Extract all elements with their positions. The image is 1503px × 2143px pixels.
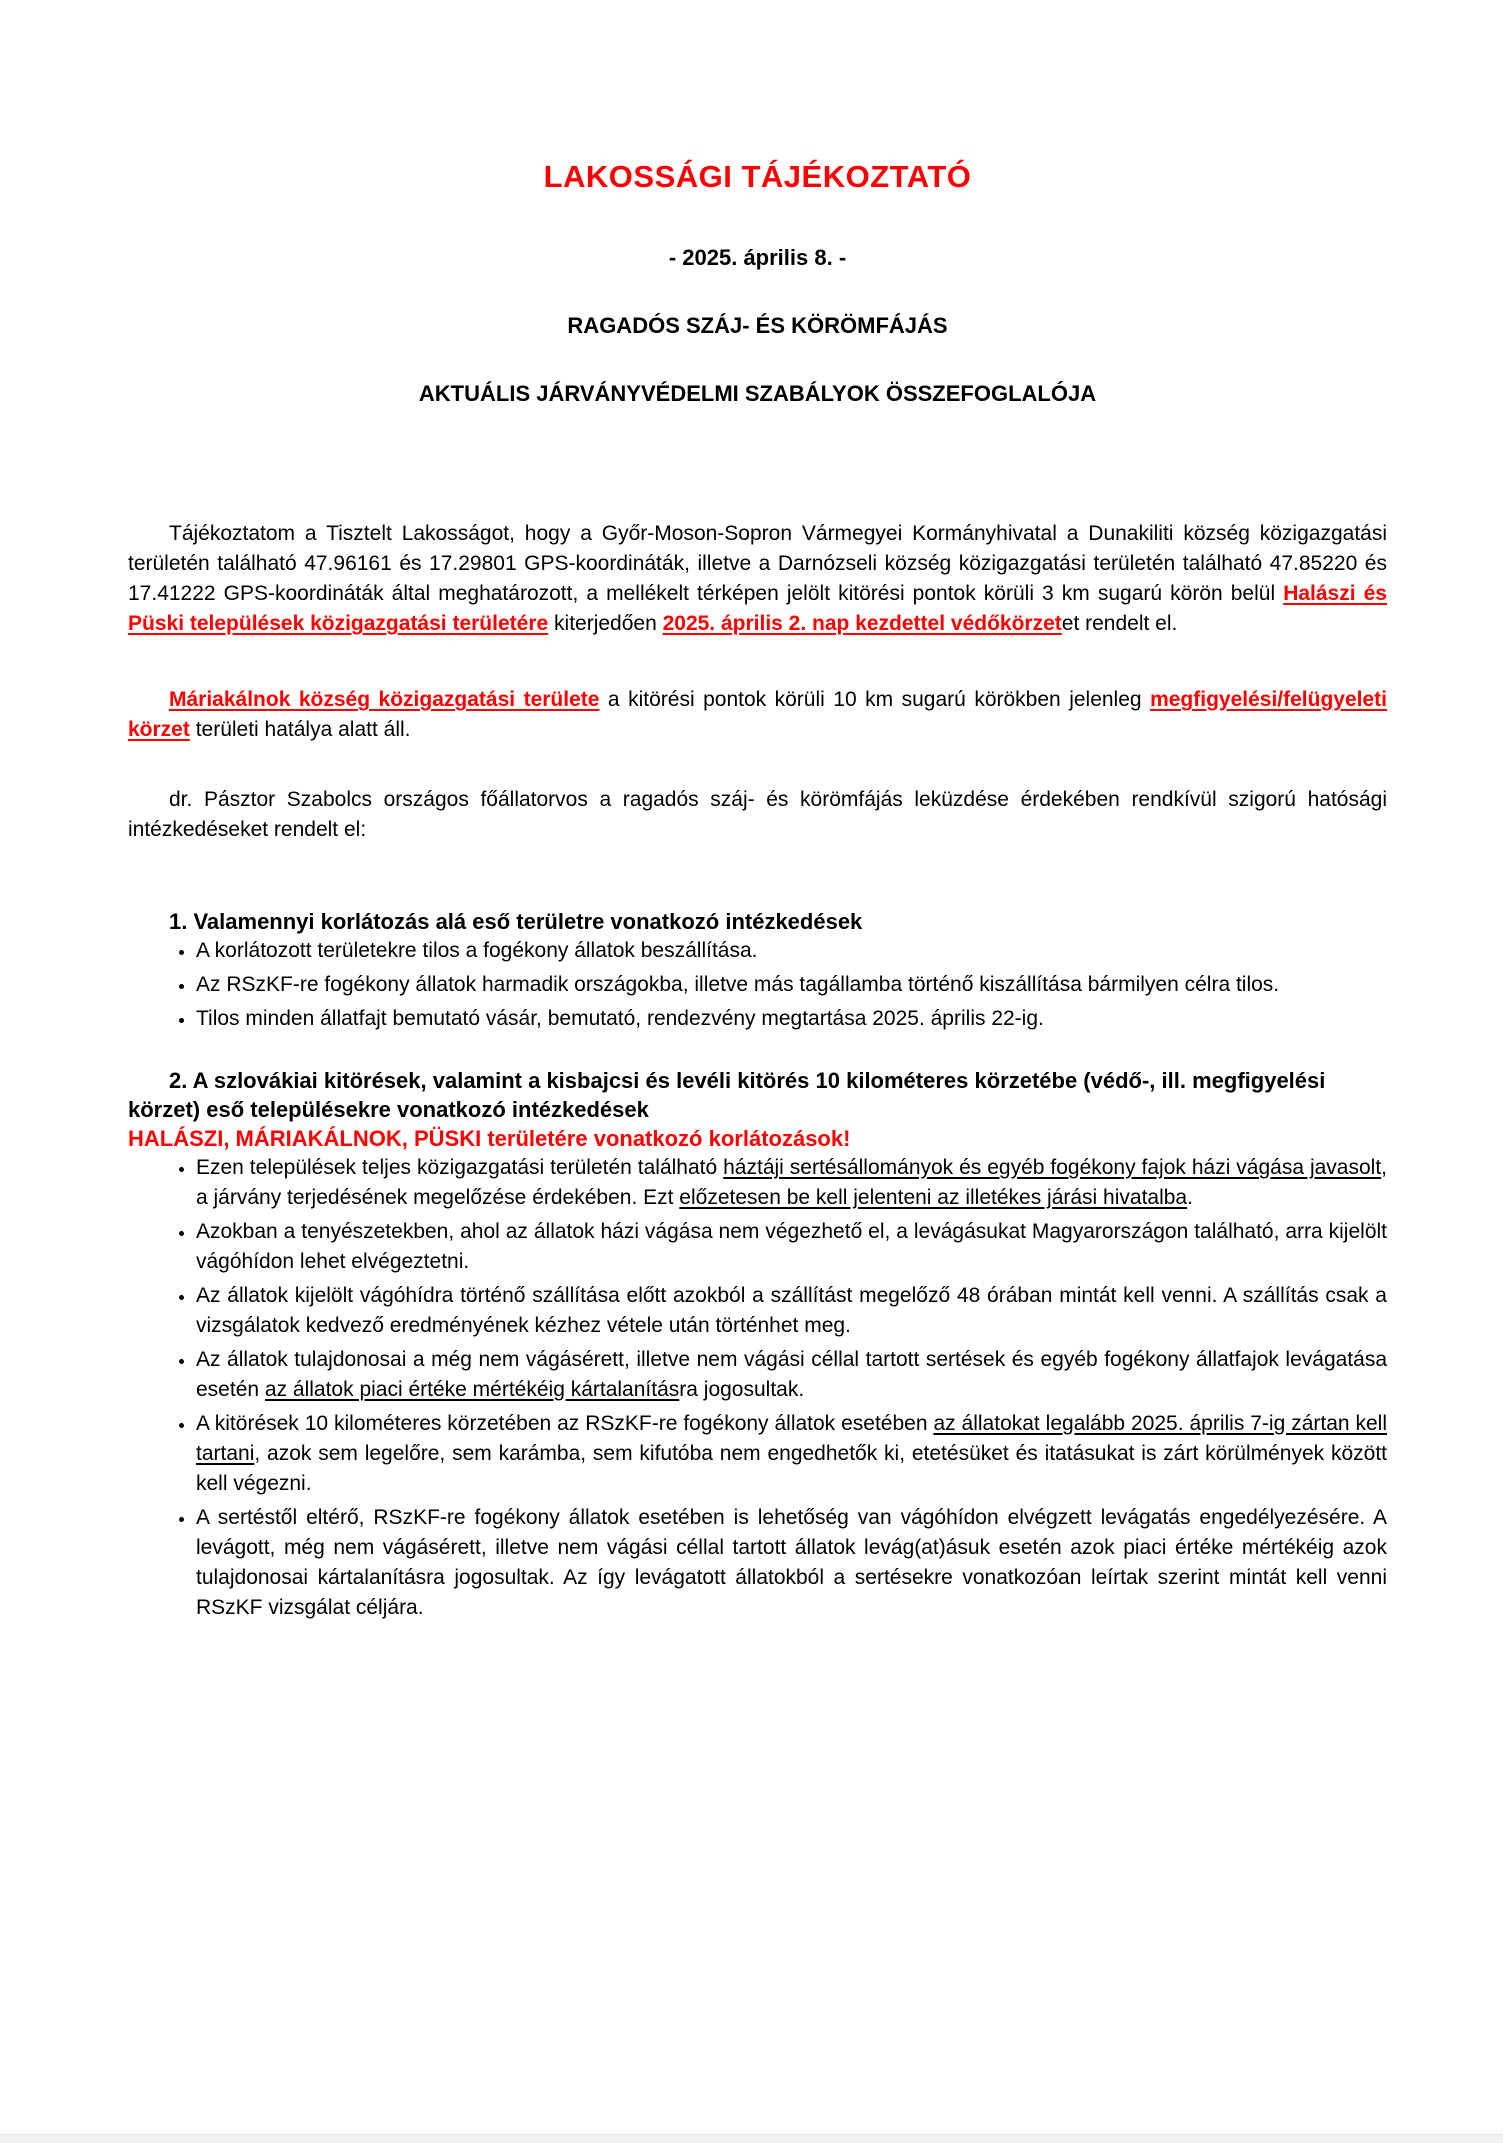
text-run-underline: az állatokat legalább 2025. április 7-ig zártan kell tartani	[196, 1412, 1387, 1465]
document-date-line: - 2025. április 8. -	[668, 245, 847, 270]
text-run-plain: Tilos minden állatfajt bemutató vásár, bemutató, rendezvény megtartása 2025. április 22-ig.	[196, 1007, 1044, 1030]
text-run-plain: Az állatok tulajdonosai a még nem vágásérett, illetve nem vágási céllal tartott sertések és egyéb fogékony állatfajok levágatása esetén	[196, 1348, 1387, 1401]
bullet-item	[196, 970, 1387, 1000]
text-run-plain: A kitörések 10 kilométeres körzetében az RSzKF-re fogékony állatok esetében	[196, 1412, 934, 1435]
text-run-plain: Ezen települések teljes közigazgatási területén található	[196, 1156, 724, 1179]
text-run-underline: az állatok piaci értéke mértékéig kártalanítás	[264, 1378, 680, 1401]
text-run-plain: .	[1187, 1186, 1193, 1209]
bullet-item	[196, 936, 1387, 966]
bullet-item	[196, 1004, 1387, 1034]
bullet-item	[196, 1409, 1387, 1499]
section-heading: 1. Valamennyi korlátozás alá eső területre vonatkozó intézkedések	[169, 909, 863, 934]
body-paragraph	[128, 519, 1387, 639]
text-run-plain: ra jogosultak.	[679, 1378, 805, 1401]
bullet-item	[196, 1503, 1387, 1623]
document-subtitle-summary: AKTUÁLIS JÁRVÁNYVÉDELMI SZABÁLYOK ÖSSZEFOGLALÓJA	[418, 381, 1097, 406]
bullet-list	[128, 1153, 1387, 1623]
text-run-plain: területi hatálya alatt áll.	[189, 718, 411, 741]
text-run-plain: , a járvány terjedésének megelőzése érdekében. Ezt	[196, 1156, 1388, 1209]
text-run-underline: háztáji sertésállományok és egyéb fogékony fajok házi vágása javasolt	[723, 1156, 1382, 1179]
section-heading: 2. A szlovákiai kitörések, valamint a kisbajcsi és levéli kitörés 10 kilométeres körzetébe (védő-, ill. megfigyelési körzet) eső településekre vonatkozó intézkedések	[128, 1068, 1326, 1122]
text-run-plain: dr. Pásztor Szabolcs országos főállatorvos a ragadós száj- és körömfájás leküzdése érdekében rendkívül szigorú hatósági intézkedéseket rendelt el:	[128, 788, 1387, 841]
text-run-plain: Az állatok kijelölt vágóhídra történő szállítása előtt azokból a szállítást megelőző 48 órában mintát kell venni. A szállítás csak a vizsgálatok kedvező eredményének kézhez vétele után történhet meg.	[196, 1284, 1387, 1337]
body-paragraph	[128, 785, 1387, 845]
horizontal-scrollbar-track[interactable]	[0, 2134, 1503, 2143]
body-paragraph	[128, 685, 1387, 745]
text-run-plain: A korlátozott területekre tilos a fogékony állatok beszállítása.	[196, 939, 758, 962]
bullet-list	[128, 936, 1387, 1034]
warning-heading: HALÁSZI, MÁRIAKÁLNOK, PÜSKI területére vonatkozó korlátozások!	[128, 1126, 851, 1151]
text-run-plain: , azok sem legelőre, sem karámba, sem kifutóba nem engedhetők ki, etetésüket és itatásukat is zárt körülmények között kell végezni.	[196, 1442, 1387, 1495]
document-title: LAKOSSÁGI TÁJÉKOZTATÓ	[543, 159, 972, 194]
text-run-underline: előzetesen be kell jelenteni az illetékes járási hivatalba	[679, 1186, 1188, 1209]
text-run-red: megfigyelési/felügyeleti körzet	[128, 688, 1387, 741]
text-run-plain: A sertéstől eltérő, RSzKF-re fogékony állatok esetében is lehetőség van vágóhídon elvégzett levágatás engedélyezésére. A levágott, még nem vágásérett, illetve nem vágási céllal tartott állatok levág(at)ásuk esetén azok piaci értéke mértékéig azok tulajdonosai kártalanításra jogosultak. Az így levágatott állatokból a sertésekre vonatkozóan leírtak szerint mintát kell venni RSzKF vizsgálat céljára.	[196, 1506, 1387, 1619]
text-run-plain: Az RSzKF-re fogékony állatok harmadik országokba, illetve más tagállamba történő kiszállítása bármilyen célra tilos.	[196, 973, 1280, 996]
document-body	[128, 519, 1387, 1623]
bullet-item	[196, 1345, 1387, 1405]
bullet-item	[196, 1217, 1387, 1277]
document-subtitle-disease: RAGADÓS SZÁJ- ÉS KÖRÖMFÁJÁS	[567, 313, 948, 338]
bullet-item	[196, 1281, 1387, 1341]
text-run-plain: kiterjedően	[548, 612, 663, 635]
text-run-plain: et rendelt el.	[1061, 612, 1178, 635]
text-run-red: 2025. április 2. nap kezdettel védőkörzet	[662, 612, 1062, 635]
text-run-plain: a kitörési pontok körüli 10 km sugarú körökben jelenleg	[599, 688, 1151, 711]
bullet-item	[196, 1153, 1387, 1213]
text-run-red: Máriakálnok község közigazgatási területe	[169, 688, 600, 711]
text-run-plain: Azokban a tenyészetekben, ahol az állatok házi vágása nem végezhető el, a levágásukat Magyarországon található, arra kijelölt vágóhídon lehet elvégeztetni.	[196, 1220, 1387, 1273]
text-run-red: Halászi és Püski települések közigazgatási területére	[128, 582, 1387, 635]
text-run-plain: Tájékoztatom a Tisztelt Lakosságot, hogy a Győr-Moson-Sopron Vármegyei Kormányhivatal a Dunakiliti község közigazgatási területén található 47.96161 és 17.29801 GPS-koordináták, illetve a Darnózseli község közigazgatási területén található 47.85220 és 17.41222 GPS-koordináták által meghatározott, a mellékelt térképen jelölt kitörési pontok körüli 3 km sugarú körön belül	[128, 522, 1387, 605]
